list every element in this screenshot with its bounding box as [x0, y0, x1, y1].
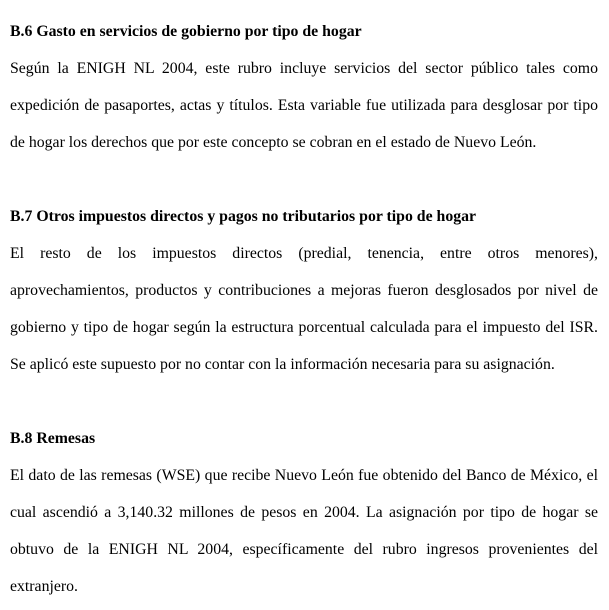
text-line: obtuvo de la ENIGH NL 2004, específicamente del rubro ingresos provenientes del — [10, 541, 598, 558]
text-line: Según la ENIGH NL 2004, este rubro incluye servicios del sector público tales como — [10, 60, 598, 77]
section-b8-paragraph — [10, 457, 598, 605]
section-b8-heading: B.8 Remesas — [10, 430, 96, 447]
text-line: El resto de los impuestos directos (predial, tenencia, entre otros menores), — [10, 245, 598, 262]
text-line: extranjero. — [10, 578, 78, 595]
text-line: Se aplicó este supuesto por no contar con la información necesaria para su asignación. — [10, 356, 555, 373]
section-b8 — [10, 420, 598, 605]
text-line: cual ascendió a 3,140.32 millones de pesos en 2004. La asignación por tipo de hogar se — [10, 504, 598, 521]
section-spacer — [10, 161, 598, 198]
section-b7 — [10, 198, 598, 383]
section-b6-paragraph — [10, 50, 598, 161]
section-b6 — [10, 13, 598, 161]
text-line: de hogar los derechos que por este concepto se cobran en el estado de Nuevo León. — [10, 134, 537, 151]
section-b7-paragraph — [10, 235, 598, 383]
section-spacer — [10, 383, 598, 420]
text-line: aprovechamientos, productos y contribuciones a mejoras fueron desglosados por nivel de — [10, 282, 598, 299]
section-b6-heading: B.6 Gasto en servicios de gobierno por tipo de hogar — [10, 23, 362, 40]
section-b7-heading: B.7 Otros impuestos directos y pagos no tributarios por tipo de hogar — [10, 208, 477, 225]
text-line: expedición de pasaportes, actas y títulos. Esta variable fue utilizada para desglosar por tipo — [10, 97, 598, 114]
text-line: gobierno y tipo de hogar según la estructura porcentual calculada para el impuesto del ISR. — [10, 319, 598, 336]
text-line: El dato de las remesas (WSE) que recibe Nuevo León fue obtenido del Banco de México, el — [10, 467, 598, 484]
